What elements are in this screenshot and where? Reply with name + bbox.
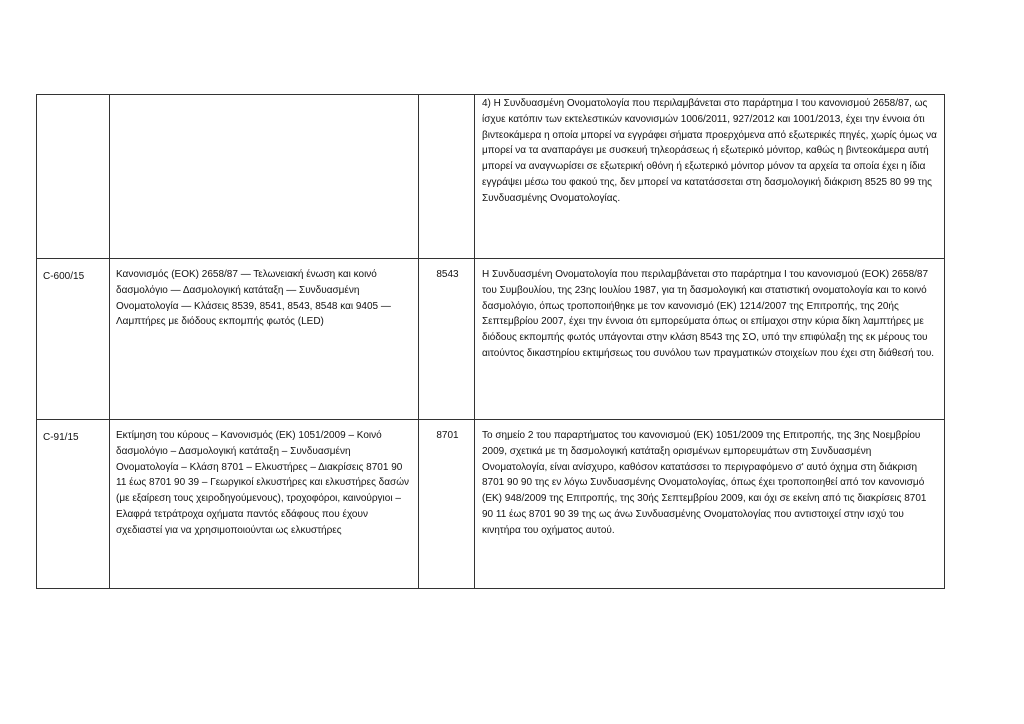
subject-cell xyxy=(110,259,419,420)
case-number: C-600/15 xyxy=(43,271,85,282)
subject-cell xyxy=(110,95,419,259)
subject-cell xyxy=(110,420,419,589)
tariff-code-cell xyxy=(419,259,475,420)
ruling-text-cell xyxy=(475,95,945,259)
tariff-code: 8543 xyxy=(436,269,459,280)
case-law-table xyxy=(36,94,945,589)
ruling-text-cell xyxy=(475,259,945,420)
tariff-code-cell xyxy=(419,95,475,259)
table-row xyxy=(37,259,945,420)
case-number-cell xyxy=(37,420,110,589)
tariff-code-cell xyxy=(419,420,475,589)
table-row xyxy=(37,95,945,259)
table-row xyxy=(37,420,945,589)
case-number-cell xyxy=(37,259,110,420)
ruling-text-cell xyxy=(475,420,945,589)
subject-text: Εκτίμηση του κύρους – Κανονισμός (ΕΚ) 1051/2009 – Κοινό δασμολόγιο – Δασμολογική κατάταξη – Συνδυασμένη Ονοματολογία – Κλάση 8701 – Ελκυστήρες – Διακρίσεις 8701 90 11 έως 8701 90 39 – Γεωργικοί ελκυστήρες και ελκυστήρες δασών (με εξαίρεση τους χειροδηγούμενους), τροχοφόροι, καινούργιοι – Ελαφρά τετράτροχα οχήματα παντός εδάφους που έχουν σχεδιαστεί για να χρησιμοποιούνται ως ελκυστήρες xyxy=(116,430,410,536)
ruling-text: 4) Η Συνδυασμένη Ονοματολογία που περιλαμβάνεται στο παράρτημα I του κανονισμού 2658/87, ως ίσχυε κατόπιν των εκτελεστικών κανονισμών 1006/2011, 927/2012 και 1001/2013, έχει την έννοια ότι βιντεοκάμερα η οποία μπορεί να εγγράφει σήματα προερχόμενα από εξωτερικές πηγές, χωρίς όμως να μπορεί να τα αναπαράγει με συσκευή τηλεοράσεως ή εξωτερικό μόνιτορ, καθώς η βιντεοκάμερα αυτή μπορεί να αναγνωρίσει σε εξωτερική οθόνη ή εξωτερικό μόνιτορ μόνον τα αρχεία τα οποία έχει η ίδια εγγράψει μέσω του φακού της, δεν μπορεί να κατατάσσεται στη δασμολογική διάκριση 8525 80 99 της Συνδυασμένης Ονοματολογίας. xyxy=(482,98,937,204)
ruling-text: Το σημείο 2 του παραρτήματος του κανονισμού (ΕΚ) 1051/2009 της Επιτροπής, της 3ης Νοεμβρίου 2009, σχετικά με τη δασμολογική κατάταξη ορισμένων εμπορευμάτων στη Συνδυασμένη Ονοματολογία, είναι ανίσχυρο, καθόσον κατατάσσει το περιγραφόμενο σ' αυτό όχημα στη διάκριση 8701 90 90 της εν λόγω Συνδυασμένης Ονοματολογίας, όπως έχει τροποποιηθεί από τον κανονισμό (ΕΚ) 948/2009 της Επιτροπής, της 30ής Σεπτεμβρίου 2009, και όχι σε εκείνη από τις διακρίσεις 8701 90 11 έως 8701 90 39 της ως άνω Συνδυασμένης Ονοματολογίας που αντιστοιχεί στην ισχύ του κινητήρα του οχήματος αυτού. xyxy=(482,430,927,536)
case-number: C-91/15 xyxy=(43,432,79,443)
subject-text: Κανονισμός (ΕΟΚ) 2658/87 — Τελωνειακή ένωση και κοινό δασμολόγιο — Δασμολογική κατάταξη — Συνδυασμένη Ονοματολογία — Κλάσεις 8539, 8541, 8543, 8548 και 9405 — Λαμπτήρες με διόδους εκπομπής φωτός (LED) xyxy=(116,269,391,328)
case-number-cell xyxy=(37,95,110,259)
ruling-text: Η Συνδυασμένη Ονοματολογία που περιλαμβάνεται στο παράρτημα I του κανονισμού (ΕΟΚ) 2658/87 του Συμβουλίου, της 23ης Ιουλίου 1987, για τη δασμολογική και στατιστική ονοματολογία και το κοινό δασμολόγιο, όπως τροποποιήθηκε με τον κανονισμό (ΕΚ) 1214/2007 της Επιτροπής, της 20ής Σεπτεμβρίου 2007, έχει την έννοια ότι εμπορεύματα όπως οι επίμαχοι στην κύρια δίκη λαμπτήρες με διόδους εκπομπής φωτός υπάγονται στην κλάση 8543 της ΣΟ, υπό την επιφύλαξη της εκ μέρους του αιτούντος δικαστηρίου εκτιμήσεως του συνόλου των πραγματικών στοιχείων που έχει στη διάθεσή του. xyxy=(482,269,935,359)
tariff-code: 8701 xyxy=(436,430,459,441)
